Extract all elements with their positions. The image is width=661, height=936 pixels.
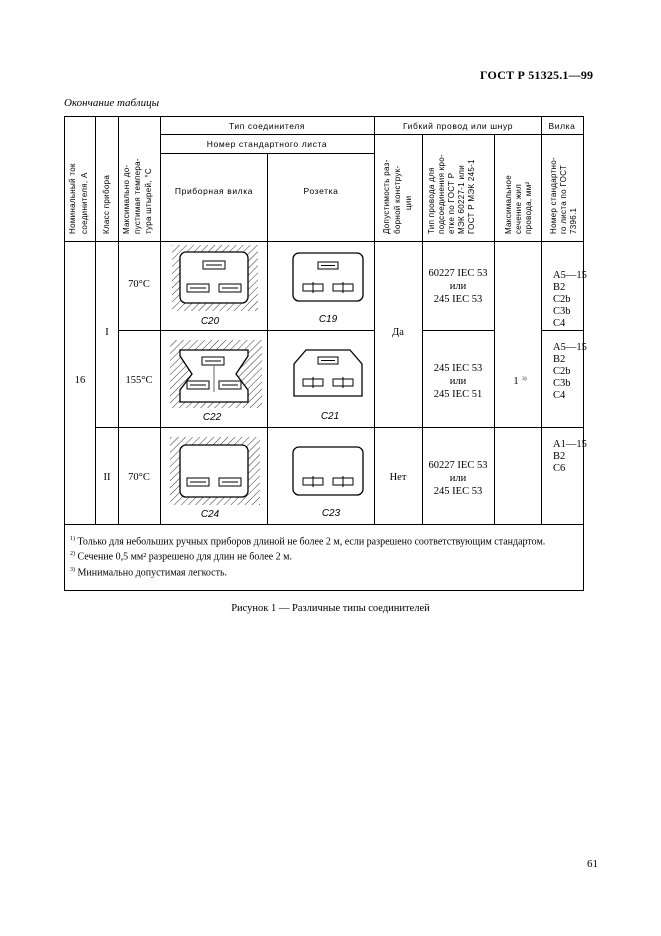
plug-r3-3: C6 <box>553 463 566 474</box>
footnote-3: $^{3)}$ Минимально допустимая легкость. <box>70 566 228 578</box>
cord-r2-l3: 245 IEC 51 <box>433 389 483 400</box>
footnote-2: $^{2)}$ Сечение 0,5 мм² разрешено для длин не более 2 м. <box>70 551 292 563</box>
temp-row2: 155°C <box>125 375 153 386</box>
header-plug-3: 7396.1 <box>569 207 578 234</box>
plug-r3-1: A1—15 <box>553 439 587 450</box>
header-socket: Розетка <box>303 186 339 196</box>
header-cross-1: Максимальное <box>504 175 513 234</box>
header-cord-4: МЭК 60227-1 или <box>457 165 466 234</box>
cross-section-mark: 3) <box>522 376 527 382</box>
header-temp-1: Максимально до- <box>122 164 131 234</box>
c22-inlet-drawing <box>170 340 262 408</box>
table-footnotes <box>70 533 582 579</box>
class-value-2: II <box>103 472 111 483</box>
cord-r3-l2: или <box>449 473 467 484</box>
page-number: 61 <box>587 858 598 870</box>
c20-label: C20 <box>200 316 220 327</box>
plug-r2-3: C2b <box>553 366 571 377</box>
c19-socket-drawing <box>293 253 363 301</box>
c20-inlet-drawing <box>172 245 258 311</box>
header-cord-1: Тип провода для <box>427 167 436 234</box>
cord-r3-l1: 60227 IEC 53 <box>428 460 488 471</box>
plug-r2-5: C4 <box>553 390 566 401</box>
temp-row1: 70°C <box>128 279 150 290</box>
header-current-2: соединителя, А <box>80 172 89 234</box>
cord-r1-l2: или <box>449 281 467 292</box>
c21-label: C21 <box>320 411 340 422</box>
plug-r3-2: B2 <box>553 451 566 462</box>
c24-inlet-drawing <box>170 437 260 505</box>
cord-r3-l3: 245 IEC 53 <box>433 486 483 497</box>
header-current-1: Номинальный ток <box>68 163 77 234</box>
c21-socket-drawing <box>294 350 362 396</box>
header-rewire-2: борной конструк- <box>393 165 402 234</box>
plug-r1-3: C2b <box>553 294 571 305</box>
standard-header: ГОСТ Р 51325.1—99 <box>480 68 594 82</box>
plug-r1-5: C4 <box>553 318 566 329</box>
header-plug-group: Вилка <box>548 121 576 131</box>
plug-r2-2: B2 <box>553 354 566 365</box>
class-value-1: I <box>105 327 109 338</box>
header-class: Класс прибора <box>102 174 111 234</box>
header-cross-3: провода, мм² <box>524 181 533 234</box>
rewire-no: Нет <box>389 472 407 483</box>
header-cross-2: сечение жил <box>514 183 523 234</box>
cross-section-value: 1 <box>513 376 519 387</box>
c22-label: C22 <box>202 412 222 423</box>
c19-label: C19 <box>318 314 338 325</box>
c24-label: C24 <box>200 509 220 520</box>
header-cord-3: етке по ГОСТ Р <box>447 172 456 234</box>
plug-r1-4: C3b <box>553 306 571 317</box>
header-cord-5: ГОСТ Р МЭК 245-1 <box>467 159 476 234</box>
cord-r2-l1: 245 IEC 53 <box>433 363 483 374</box>
plug-r1-2: B2 <box>553 282 566 293</box>
c23-socket-drawing <box>293 447 363 495</box>
cord-r1-l3: 245 IEC 53 <box>433 294 483 305</box>
table-continuation-caption: Окончание таблицы <box>64 97 160 109</box>
header-cord-2: подсоединения кро- <box>437 154 446 234</box>
figure-caption: Рисунок 1 — Различные типы соединителей <box>231 603 430 614</box>
rewire-yes: Да <box>392 327 404 338</box>
header-connector-type: Тип соединителя <box>228 121 306 131</box>
plug-r2-4: C3b <box>553 378 571 389</box>
cord-r2-l2: или <box>449 376 467 387</box>
c23-label: C23 <box>321 508 341 519</box>
header-sheet-number: Номер стандартного листа <box>206 139 328 149</box>
temp-row3: 70°C <box>128 472 150 483</box>
header-temp-3: тура штырей, °C <box>144 168 153 234</box>
header-plug-1: Номер стандартно- <box>549 157 558 234</box>
header-cord-group: Гибкий провод или шнур <box>402 121 514 131</box>
header-rewire-1: Допустимость раз- <box>382 159 391 234</box>
header-appliance-inlet: Приборная вилка <box>174 186 254 196</box>
footnote-1: $^{1)}$ Только для небольших ручных приборов длиной не более 2 м, если разрешено соответствующим стандартом. <box>70 536 546 548</box>
cord-r1-l1: 60227 IEC 53 <box>428 268 488 279</box>
header-plug-2: го листа по ГОСТ <box>559 164 568 234</box>
plug-r2-1: A5—15 <box>553 342 587 353</box>
header-rewire-3: ции <box>404 195 413 210</box>
plug-r1-1: A5—15 <box>553 270 587 281</box>
header-temp-2: пустимая темпера- <box>133 158 142 234</box>
current-value: 16 <box>74 375 86 386</box>
